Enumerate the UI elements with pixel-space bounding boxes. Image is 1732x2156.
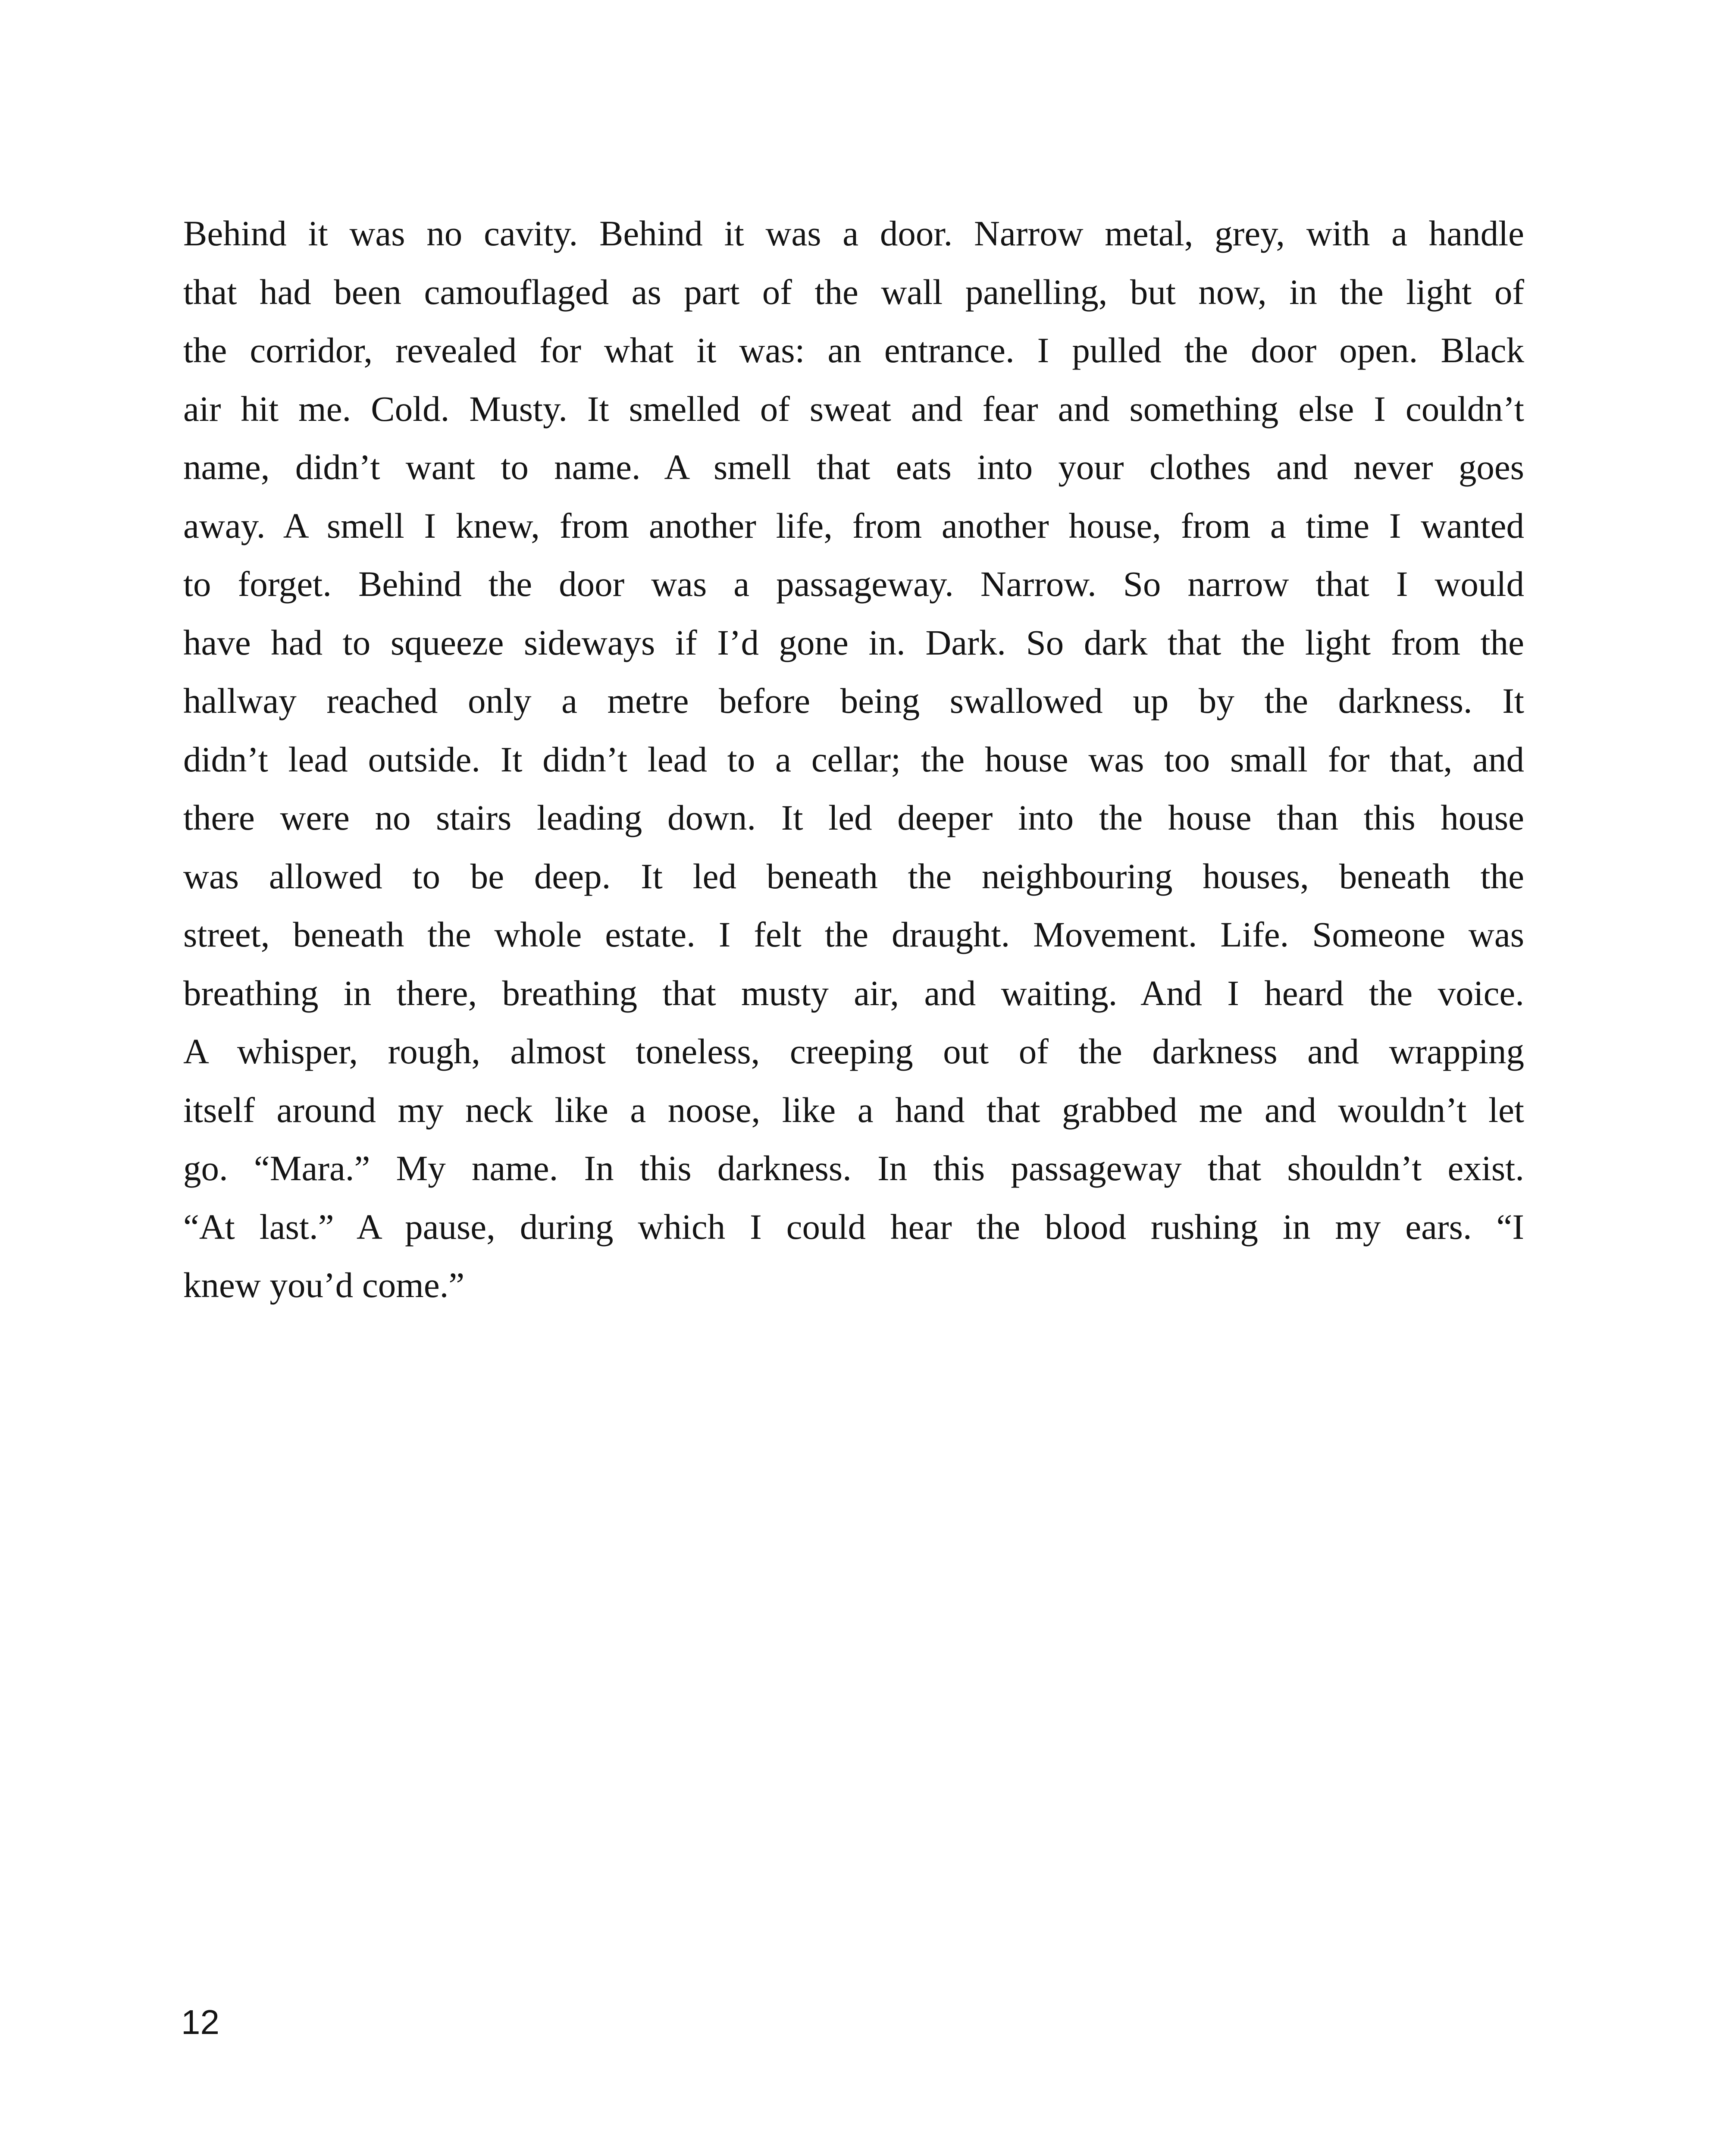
text-line: breathing in there, breathing that musty air, and waiting. And I heard the voice. — [183, 973, 1524, 1013]
text-line: knew you’d come.” — [183, 1265, 465, 1305]
text-line: go. “Mara.” My name. In this darkness. In this passageway that shouldn’t exist. — [183, 1148, 1524, 1188]
text-line: “At last.” A pause, during which I could hear the blood rushing in my ears. “I — [183, 1206, 1524, 1247]
text-line: hallway reached only a metre before being swallowed up by the darkness. It — [183, 681, 1524, 721]
text-line: to forget. Behind the door was a passageway. Narrow. So narrow that I would — [183, 564, 1524, 604]
text-line: Behind it was no cavity. Behind it was a door. Narrow metal, grey, with a handle — [183, 213, 1524, 253]
text-line: that had been camouflaged as part of the wall panelling, but now, in the light of — [183, 272, 1524, 312]
text-line: air hit me. Cold. Musty. It smelled of sweat and fear and something else I couldn’t — [183, 389, 1524, 429]
text-line: there were no stairs leading down. It led deeper into the house than this house — [183, 798, 1524, 837]
text-line: street, beneath the whole estate. I felt the draught. Movement. Life. Someone was — [183, 915, 1524, 954]
text-line: have had to squeeze sideways if I’d gone in. Dark. So dark that the light from the — [183, 622, 1524, 662]
body-paragraph — [183, 204, 1524, 1315]
text-line: name, didn’t want to name. A smell that eats into your clothes and never goes — [183, 447, 1524, 487]
text-line: itself around my neck like a noose, like a hand that grabbed me and wouldn’t let — [183, 1090, 1524, 1130]
text-line: A whisper, rough, almost toneless, creeping out of the darkness and wrapping — [183, 1031, 1524, 1071]
text-line: didn’t lead outside. It didn’t lead to a cellar; the house was too small for that, and — [183, 739, 1524, 779]
text-line: the corridor, revealed for what it was: an entrance. I pulled the door open. Black — [183, 330, 1524, 370]
page-number: 12 — [181, 2003, 219, 2041]
text-line: was allowed to be deep. It led beneath the neighbouring houses, beneath the — [183, 856, 1524, 896]
text-line: away. A smell I knew, from another life, from another house, from a time I wanted — [183, 505, 1524, 545]
